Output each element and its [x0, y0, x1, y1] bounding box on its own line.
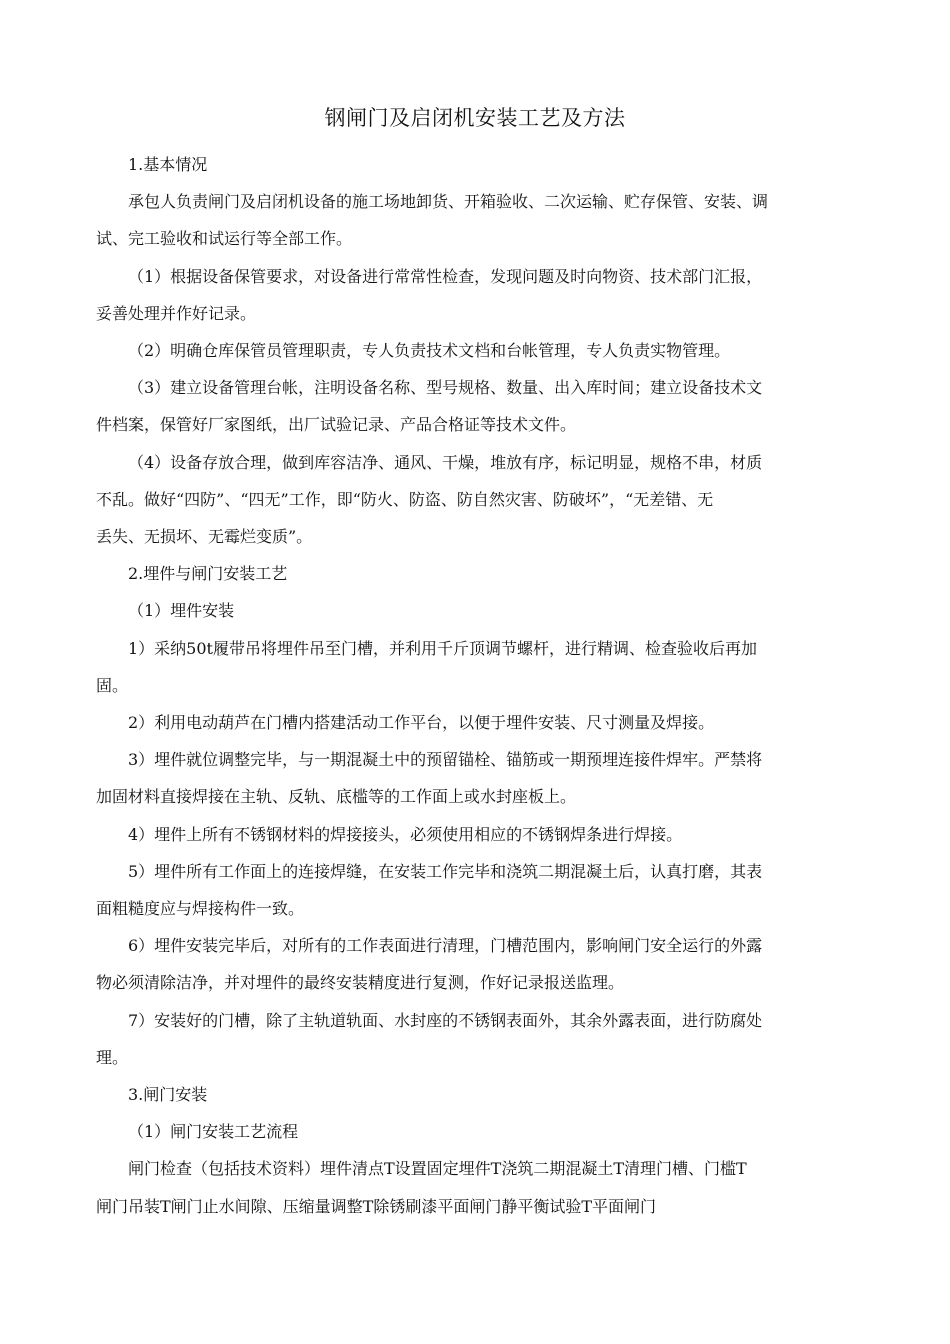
text-line: 加固材料直接焊接在主轨、反轨、底槛等的工作面上或水封座板上。 — [96, 787, 577, 807]
text-line: 1）采纳50t履带吊将埋件吊至门槽，并利用千斤顶调节螺杆，进行精调、检查验收后再加 — [128, 638, 757, 658]
paragraph — [96, 592, 856, 629]
text-line: 7）安装好的门槽，除了主轨道轨面、水封座的不锈钢表面外，其余外露表面，进行防腐处 — [128, 1010, 763, 1030]
paragraph — [96, 1076, 856, 1113]
text-line: 理。 — [96, 1047, 129, 1067]
text-line: 闸门检查（包括技术资料）埋件清点T设置固定埋件T浇筑二期混凝土T清理门槽、门槛T — [128, 1159, 747, 1179]
paragraph — [96, 146, 856, 183]
text-line: 3.闸门安装 — [128, 1085, 208, 1105]
paragraph — [96, 258, 856, 332]
paragraph — [96, 741, 856, 815]
paragraph — [96, 444, 856, 556]
text-line: 件档案，保管好厂家图纸，出厂试验记录、产品合格证等技术文件。 — [96, 415, 577, 435]
text-line: 5）埋件所有工作面上的连接焊缝，在安装工作完毕和浇筑二期混凝土后，认真打磨，其表 — [128, 861, 763, 881]
text-line: （1）埋件安装 — [128, 601, 235, 621]
text-line: 4）埋件上所有不锈钢材料的焊接接头，必须使用相应的不锈钢焊条进行焊接。 — [128, 824, 683, 844]
paragraph — [96, 630, 856, 704]
text-line: （4）设备存放合理，做到库容洁净、通风、干燥，堆放有序，标记明显，规格不串，材质 — [128, 452, 763, 472]
text-line: 2）利用电动葫芦在门槽内搭建活动工作平台，以便于埋件安装、尺寸测量及焊接。 — [128, 713, 715, 733]
paragraph — [96, 1002, 856, 1076]
text-line: 丢失、无损坏、无霉烂变质”。 — [96, 527, 313, 547]
paragraph — [96, 816, 856, 853]
paragraph — [96, 183, 856, 257]
text-line: 物必须清除洁净，并对埋件的最终安装精度进行复测，作好记录报送监理。 — [96, 973, 625, 993]
paragraph — [96, 704, 856, 741]
text-line: 承包人负责闸门及启闭机设备的施工场地卸货、开箱验收、二次运输、贮存保管、安装、调 — [128, 192, 769, 212]
paragraph — [96, 927, 856, 1001]
text-line: 试、完工验收和试运行等全部工作。 — [96, 229, 353, 249]
text-line: 妥善处理并作好记录。 — [96, 303, 257, 323]
text-line: 2.埋件与闸门安装工艺 — [128, 564, 288, 584]
paragraph — [96, 1150, 856, 1224]
text-line: （1）闸门安装工艺流程 — [128, 1122, 299, 1142]
document-title: 钢闸门及启闭机安装工艺及方法 — [324, 106, 626, 130]
document-body — [96, 146, 856, 1225]
text-line: 1.基本情况 — [128, 155, 208, 174]
text-line: 不乱。做好“四防”、“四无”工作，即“防火、防盗、防自然灾害、防破坏”，“无差错、无 — [96, 489, 714, 509]
paragraph — [96, 332, 856, 369]
text-line: 6）埋件安装完毕后，对所有的工作表面进行清理，门槽范围内，影响闸门安全运行的外露 — [128, 936, 763, 956]
text-line: （2）明确仓库保管员管理职责，专人负责技术文档和台帐管理，专人负责实物管理。 — [128, 341, 731, 361]
text-line: 闸门吊装T闸门止水间隙、压缩量调整T除锈刷漆平面闸门静平衡试验T平面闸门 — [96, 1196, 657, 1216]
text-line: 面粗糙度应与焊接构件一致。 — [96, 899, 305, 919]
paragraph — [96, 369, 856, 443]
text-line: （3）建立设备管理台帐，注明设备名称、型号规格、数量、出入库时间；建立设备技术文 — [128, 378, 763, 398]
text-line: （1）根据设备保管要求，对设备进行常常性检查，发现问题及时向物资、技术部门汇报， — [128, 266, 763, 286]
text-line: 固。 — [96, 675, 129, 695]
paragraph — [96, 555, 856, 592]
text-line: 3）埋件就位调整完毕，与一期混凝土中的预留锚栓、锚筋或一期预埋连接件焊牢。严禁将 — [128, 750, 763, 770]
paragraph — [96, 1113, 856, 1150]
paragraph — [96, 853, 856, 927]
